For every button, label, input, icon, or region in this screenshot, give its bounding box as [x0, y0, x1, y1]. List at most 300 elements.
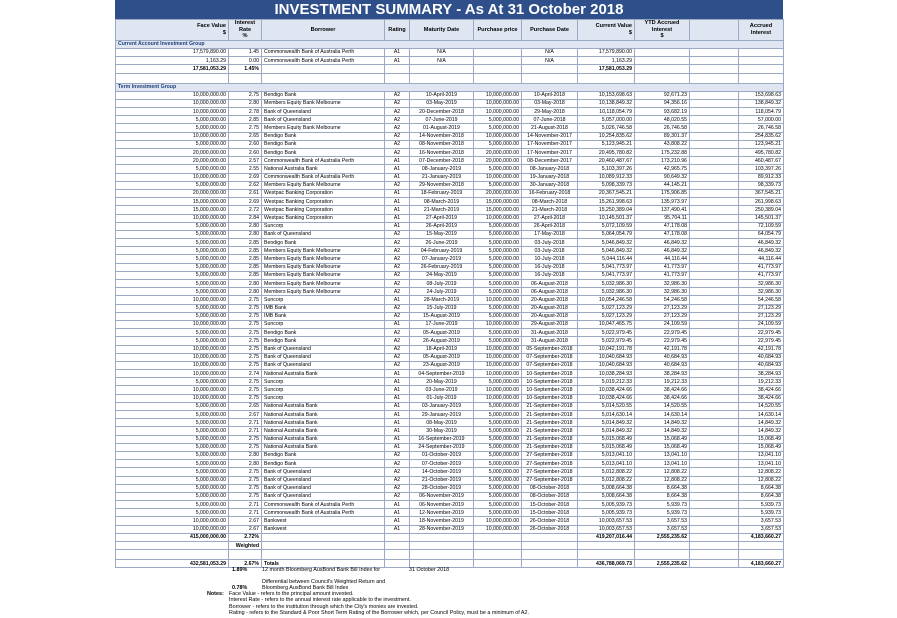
cell-rating: A1: [385, 57, 410, 65]
cell-rating: A1: [385, 173, 410, 181]
cell-maturity-date: 08-March-2019: [410, 198, 474, 206]
cell-rating: [385, 73, 410, 83]
cell-current-value: 10,040,684.93: [578, 353, 635, 361]
cell-maturity-date: 01-August-2019: [410, 124, 474, 132]
cell-maturity-date: 07-June-2019: [410, 116, 474, 124]
benchmark-text: 12 month Bloomberg AusBond Bank Bill Index for: [262, 567, 381, 573]
cell-ytd-accrued-interest: 93,682.19: [635, 108, 690, 116]
cell-accrued-interest: 22,979.45: [739, 329, 784, 337]
section-label: Term Investment Group: [116, 83, 784, 91]
cell-accrued-interest: 14,630.14: [739, 411, 784, 419]
cell-current-value: 10,003,657.53: [578, 525, 635, 533]
cell-ytd-accrued-interest: 12,808.22: [635, 476, 690, 484]
cell-ytd-accrued-interest: 8,664.38: [635, 484, 690, 492]
cell-rating: A2: [385, 230, 410, 238]
table-row: [116, 378, 784, 386]
cell-current-value: 10,040,684.93: [578, 361, 635, 369]
cell-current-value: 5,026,746.58: [578, 124, 635, 132]
notes-label: Notes:: [207, 591, 224, 597]
cell-interest-rate: 0.00: [229, 57, 262, 65]
cell-spare: [690, 419, 739, 427]
cell-accrued-interest: 14,849.32: [739, 427, 784, 435]
cell-current-value: 5,005,939.73: [578, 509, 635, 517]
table-row: [116, 427, 784, 435]
benchmark-line: [232, 567, 449, 573]
cell-rating: A1: [385, 189, 410, 197]
cell-purchase-date: 05-September-2018: [522, 345, 578, 353]
cell-borrower: Suncorp: [262, 320, 385, 328]
cell-purchase-price: 5,000,000.00: [474, 484, 522, 492]
cell-purchase-date: 10-July-2018: [522, 255, 578, 263]
cell-maturity-date: N/A: [410, 57, 474, 65]
cell-ytd-accrued-interest: 2,555,235.62: [635, 560, 690, 568]
table-row: [116, 140, 784, 148]
cell-rating: [385, 542, 410, 550]
cell-interest-rate: 2.75: [229, 312, 262, 320]
header-spare: [690, 20, 739, 41]
table-row: [116, 230, 784, 238]
cell-rating: A1: [385, 411, 410, 419]
cell-rating: A2: [385, 280, 410, 288]
cell-borrower: Members Equity Bank Melbourne: [262, 181, 385, 189]
cell-rating: A1: [385, 394, 410, 402]
cell-purchase-price: [474, 65, 522, 73]
cell-purchase-date: 16-July-2018: [522, 263, 578, 271]
table-row: [116, 320, 784, 328]
cell-purchase-date: 27-September-2018: [522, 468, 578, 476]
cell-spare: [690, 116, 739, 124]
cell-borrower: Bank of Queensland: [262, 361, 385, 369]
cell-spare: [690, 263, 739, 271]
cell-interest-rate: 2.75: [229, 435, 262, 443]
cell-ytd-accrued-interest: 48,020.55: [635, 116, 690, 124]
cell-current-value: 5,012,808.22: [578, 468, 635, 476]
cell-rating: [385, 550, 410, 560]
table-row: [116, 460, 784, 468]
cell-interest-rate: 2.55: [229, 165, 262, 173]
cell-spare: [690, 370, 739, 378]
table-row: [116, 501, 784, 509]
cell-face-value: 5,000,000.00: [116, 435, 229, 443]
table-row: [116, 108, 784, 116]
cell-accrued-interest: 22,979.45: [739, 337, 784, 345]
cell-purchase-price: 20,000,000.00: [474, 157, 522, 165]
cell-face-value: 5,000,000.00: [116, 263, 229, 271]
cell-ytd-accrued-interest: 137,490.41: [635, 206, 690, 214]
cell-purchase-date: 21-September-2018: [522, 402, 578, 410]
cell-purchase-price: 10,000,000.00: [474, 214, 522, 222]
cell-purchase-price: 10,000,000.00: [474, 386, 522, 394]
table-row: [116, 99, 784, 107]
cell-spare: [690, 288, 739, 296]
cell-purchase-date: 16-February-2018: [522, 189, 578, 197]
cell-spare: [690, 533, 739, 541]
cell-current-value: [578, 550, 635, 560]
cell-rating: A2: [385, 132, 410, 140]
cell-interest-rate: 2.75: [229, 296, 262, 304]
table-row: [116, 214, 784, 222]
header-borrower: Borrower: [262, 20, 385, 41]
cell-current-value: 5,032,986.30: [578, 280, 635, 288]
cell-purchase-price: 10,000,000.00: [474, 353, 522, 361]
cell-purchase-price: 5,000,000.00: [474, 124, 522, 132]
cell-spare: [690, 206, 739, 214]
cell-spare: [690, 239, 739, 247]
cell-current-value: 10,145,501.37: [578, 214, 635, 222]
cell-face-value: 5,000,000.00: [116, 280, 229, 288]
cell-maturity-date: 12-November-2019: [410, 509, 474, 517]
cell-maturity-date: 29-January-2019: [410, 411, 474, 419]
cell-purchase-date: [522, 550, 578, 560]
table-row: [116, 149, 784, 157]
cell-purchase-date: 17-May-2018: [522, 230, 578, 238]
cell-ytd-accrued-interest: 38,424.66: [635, 394, 690, 402]
cell-accrued-interest: 41,773.97: [739, 263, 784, 271]
cell-interest-rate: 2.75: [229, 476, 262, 484]
cell-spare: [690, 542, 739, 550]
cell-rating: A2: [385, 361, 410, 369]
cell-current-value: 5,041,773.97: [578, 263, 635, 271]
cell-rating: A2: [385, 288, 410, 296]
cell-borrower: National Australia Bank: [262, 165, 385, 173]
cell-ytd-accrued-interest: 22,979.45: [635, 329, 690, 337]
cell-borrower: Members Equity Bank Melbourne: [262, 99, 385, 107]
cell-rating: A2: [385, 263, 410, 271]
cell-face-value: 432,581,053.29: [116, 560, 229, 568]
cell-spare: [690, 329, 739, 337]
cell-rating: A1: [385, 48, 410, 56]
table-row: [116, 181, 784, 189]
notes-section: [207, 591, 529, 617]
cell-borrower: Members Equity Bank Melbourne: [262, 263, 385, 271]
cell-current-value: 10,089,912.33: [578, 173, 635, 181]
table-row: [116, 296, 784, 304]
cell-accrued-interest: 24,109.59: [739, 320, 784, 328]
table-row: [116, 271, 784, 279]
cell-purchase-price: 10,000,000.00: [474, 394, 522, 402]
cell-purchase-price: 5,000,000.00: [474, 460, 522, 468]
cell-rating: A1: [385, 402, 410, 410]
cell-spare: [690, 255, 739, 263]
cell-rating: A1: [385, 222, 410, 230]
cell-interest-rate: 2.80: [229, 460, 262, 468]
cell-maturity-date: 18-April-2019: [410, 345, 474, 353]
cell-purchase-date: 03-May-2018: [522, 99, 578, 107]
cell-current-value: 5,044,116.44: [578, 255, 635, 263]
cell-face-value: 10,000,000.00: [116, 525, 229, 533]
cell-accrued-interest: [739, 65, 784, 73]
cell-accrued-interest: 367,545.21: [739, 189, 784, 197]
cell-current-value: 5,013,041.10: [578, 451, 635, 459]
cell-ytd-accrued-interest: 94,356.16: [635, 99, 690, 107]
table-row: [116, 419, 784, 427]
cell-purchase-date: 20-August-2018: [522, 296, 578, 304]
cell-accrued-interest: 12,808.22: [739, 476, 784, 484]
cell-ytd-accrued-interest: 42,965.75: [635, 165, 690, 173]
cell-rating: A2: [385, 149, 410, 157]
cell-face-value: 5,000,000.00: [116, 222, 229, 230]
cell-ytd-accrued-interest: [635, 57, 690, 65]
cell-ytd-accrued-interest: 8,664.38: [635, 492, 690, 500]
cell-face-value: 15,000,000.00: [116, 206, 229, 214]
cell-maturity-date: 08-July-2019: [410, 280, 474, 288]
cell-purchase-price: 5,000,000.00: [474, 263, 522, 271]
cell-face-value: 5,000,000.00: [116, 468, 229, 476]
cell-maturity-date: 16-November-2018: [410, 149, 474, 157]
cell-face-value: 10,000,000.00: [116, 361, 229, 369]
cell-face-value: 17,581,053.29: [116, 65, 229, 73]
cell-maturity-date: 26-June-2019: [410, 239, 474, 247]
cell-rating: [385, 533, 410, 541]
cell-purchase-price: 5,000,000.00: [474, 411, 522, 419]
cell-borrower: Suncorp: [262, 386, 385, 394]
cell-purchase-date: 21-August-2018: [522, 124, 578, 132]
cell-interest-rate: 2.75: [229, 337, 262, 345]
cell-purchase-date: 08-October-2018: [522, 492, 578, 500]
cell-borrower: [262, 550, 385, 560]
cell-ytd-accrued-interest: 27,123.29: [635, 304, 690, 312]
cell-current-value: 5,014,630.14: [578, 411, 635, 419]
cell-ytd-accrued-interest: 5,939.73: [635, 501, 690, 509]
cell-current-value: 5,008,664.38: [578, 492, 635, 500]
cell-interest-rate: 2.84: [229, 214, 262, 222]
cell-current-value: 5,012,808.22: [578, 476, 635, 484]
cell-maturity-date: 21-October-2019: [410, 476, 474, 484]
cell-maturity-date: [410, 533, 474, 541]
cell-interest-rate: 2.75: [229, 304, 262, 312]
cell-current-value: 5,015,068.49: [578, 435, 635, 443]
cell-face-value: 10,000,000.00: [116, 108, 229, 116]
cell-interest-rate: 2.65: [229, 132, 262, 140]
cell-accrued-interest: 13,041.10: [739, 460, 784, 468]
cell-borrower: Bendigo Bank: [262, 91, 385, 99]
cell-maturity-date: 08-January-2019: [410, 165, 474, 173]
cell-maturity-date: 29-November-2018: [410, 181, 474, 189]
cell-purchase-price: 15,000,000.00: [474, 206, 522, 214]
cell-current-value: 17,581,053.29: [578, 65, 635, 73]
cell-borrower: Bankwest: [262, 525, 385, 533]
cell-maturity-date: [410, 550, 474, 560]
cell-current-value: 5,032,986.30: [578, 288, 635, 296]
table-row: [116, 132, 784, 140]
cell-interest-rate: 2.62: [229, 181, 262, 189]
cell-spare: [690, 517, 739, 525]
cell-purchase-price: 20,000,000.00: [474, 189, 522, 197]
cell-maturity-date: 03-June-2019: [410, 386, 474, 394]
cell-interest-rate: 2.75: [229, 345, 262, 353]
cell-purchase-date: 10-September-2018: [522, 378, 578, 386]
cell-spare: [690, 468, 739, 476]
cell-interest-rate: 2.57: [229, 157, 262, 165]
header-maturity-date: Maturity Date: [410, 20, 474, 41]
cell-rating: A2: [385, 124, 410, 132]
cell-face-value: 5,000,000.00: [116, 247, 229, 255]
cell-purchase-date: N/A: [522, 57, 578, 65]
cell-rating: A2: [385, 451, 410, 459]
cell-face-value: 1,163.29: [116, 57, 229, 65]
cell-spare: [690, 353, 739, 361]
cell-face-value: [116, 73, 229, 83]
cell-purchase-date: 08-January-2018: [522, 165, 578, 173]
cell-maturity-date: 21-March-2019: [410, 206, 474, 214]
cell-current-value: 5,022,979.45: [578, 337, 635, 345]
cell-purchase-date: 27-September-2018: [522, 476, 578, 484]
cell-accrued-interest: 118,054.79: [739, 108, 784, 116]
cell-face-value: 5,000,000.00: [116, 451, 229, 459]
header-purchase-date: Purchase Date: [522, 20, 578, 41]
cell-accrued-interest: 38,284.93: [739, 370, 784, 378]
cell-interest-rate: 2.75: [229, 361, 262, 369]
table-row: [116, 116, 784, 124]
cell-face-value: 10,000,000.00: [116, 394, 229, 402]
cell-ytd-accrued-interest: 2,555,235.62: [635, 533, 690, 541]
cell-purchase-date: 30-January-2018: [522, 181, 578, 189]
cell-borrower: Bendigo Bank: [262, 132, 385, 140]
cell-accrued-interest: 145,501.37: [739, 214, 784, 222]
cell-rating: A1: [385, 214, 410, 222]
cell-rating: A2: [385, 492, 410, 500]
spacer-row: [116, 73, 784, 83]
cell-purchase-date: 21-September-2018: [522, 419, 578, 427]
cell-accrued-interest: 8,664.38: [739, 492, 784, 500]
cell-maturity-date: 26-April-2019: [410, 222, 474, 230]
cell-rating: A1: [385, 419, 410, 427]
cell-face-value: 5,000,000.00: [116, 501, 229, 509]
cell-spare: [690, 149, 739, 157]
cell-purchase-date: 03-July-2018: [522, 239, 578, 247]
cell-rating: A2: [385, 116, 410, 124]
cell-rating: A2: [385, 108, 410, 116]
cell-ytd-accrued-interest: 15,068.49: [635, 435, 690, 443]
cell-borrower: IMB Bank: [262, 312, 385, 320]
cell-borrower: Commonwealth Bank of Australia Perth: [262, 57, 385, 65]
cell-face-value: 5,000,000.00: [116, 312, 229, 320]
cell-borrower: Suncorp: [262, 222, 385, 230]
cell-maturity-date: 18-November-2019: [410, 517, 474, 525]
table-row: [116, 157, 784, 165]
cell-rating: A2: [385, 353, 410, 361]
current-account-subtotal-row: [116, 65, 784, 73]
cell-current-value: 5,123,945.21: [578, 140, 635, 148]
cell-purchase-date: 27-September-2018: [522, 460, 578, 468]
cell-accrued-interest: 153,698.63: [739, 91, 784, 99]
cell-rating: A1: [385, 296, 410, 304]
cell-purchase-price: 5,000,000.00: [474, 304, 522, 312]
cell-rating: A2: [385, 247, 410, 255]
cell-maturity-date: 17-June-2019: [410, 320, 474, 328]
cell-purchase-date: 15-October-2018: [522, 501, 578, 509]
cell-maturity-date: 27-April-2019: [410, 214, 474, 222]
table-row: [116, 345, 784, 353]
cell-accrued-interest: 44,116.44: [739, 255, 784, 263]
cell-interest-rate: 2.71: [229, 501, 262, 509]
cell-ytd-accrued-interest: [635, 65, 690, 73]
cell-accrued-interest: 15,068.49: [739, 435, 784, 443]
cell-maturity-date: 28-November-2019: [410, 525, 474, 533]
cell-maturity-date: 14-November-2018: [410, 132, 474, 140]
benchmark-extra: 31 October 2018: [409, 567, 450, 573]
cell-interest-rate: 2.85: [229, 255, 262, 263]
cell-face-value: 10,000,000.00: [116, 353, 229, 361]
cell-face-value: 5,000,000.00: [116, 476, 229, 484]
cell-borrower: [262, 533, 385, 541]
cell-ytd-accrued-interest: 22,979.45: [635, 337, 690, 345]
cell-interest-rate: 2.78: [229, 108, 262, 116]
cell-face-value: 5,000,000.00: [116, 329, 229, 337]
cell-purchase-price: 5,000,000.00: [474, 443, 522, 451]
cell-purchase-date: 26-October-2018: [522, 517, 578, 525]
cell-purchase-date: 08-December-2017: [522, 157, 578, 165]
cell-borrower: Bendigo Bank: [262, 337, 385, 345]
weighted-row: [116, 542, 784, 550]
cell-spare: [690, 435, 739, 443]
cell-borrower: IMB Bank: [262, 304, 385, 312]
cell-current-value: 5,098,339.73: [578, 181, 635, 189]
cell-current-value: 5,005,939.73: [578, 501, 635, 509]
cell-rating: A2: [385, 181, 410, 189]
cell-current-value: 15,250,389.04: [578, 206, 635, 214]
cell-borrower: Bendigo Bank: [262, 451, 385, 459]
cell-face-value: [116, 550, 229, 560]
cell-purchase-date: 21-September-2018: [522, 411, 578, 419]
cell-current-value: 10,003,657.53: [578, 517, 635, 525]
cell-purchase-date: 20-August-2018: [522, 312, 578, 320]
cell-spare: [690, 501, 739, 509]
header-interest-rate: Interest Rate %: [229, 20, 262, 41]
cell-purchase-date: 21-September-2018: [522, 443, 578, 451]
term-subtotal-row: [116, 533, 784, 541]
cell-interest-rate: [229, 550, 262, 560]
cell-accrued-interest: 14,520.55: [739, 402, 784, 410]
cell-maturity-date: 24-May-2019: [410, 271, 474, 279]
cell-purchase-price: 15,000,000.00: [474, 198, 522, 206]
cell-current-value: 5,041,773.97: [578, 271, 635, 279]
cell-accrued-interest: 57,000.00: [739, 116, 784, 124]
cell-interest-rate: 2.75: [229, 353, 262, 361]
cell-accrued-interest: 261,998.63: [739, 198, 784, 206]
cell-current-value: 10,254,835.62: [578, 132, 635, 140]
cell-face-value: 5,000,000.00: [116, 239, 229, 247]
investment-table: [115, 19, 784, 568]
cell-borrower: Bank of Queensland: [262, 345, 385, 353]
cell-ytd-accrued-interest: [635, 48, 690, 56]
cell-ytd-accrued-interest: 92,671.23: [635, 91, 690, 99]
cell-interest-rate: 2.75: [229, 386, 262, 394]
table-row: [116, 451, 784, 459]
cell-spare: [690, 525, 739, 533]
cell-interest-rate: 2.75: [229, 124, 262, 132]
cell-purchase-date: 15-October-2018: [522, 509, 578, 517]
cell-interest-rate: 2.80: [229, 230, 262, 238]
cell-ytd-accrued-interest: 47,178.08: [635, 222, 690, 230]
cell-maturity-date: 26-August-2019: [410, 337, 474, 345]
cell-rating: A2: [385, 255, 410, 263]
cell-purchase-price: 5,000,000.00: [474, 419, 522, 427]
cell-interest-rate: 2.85: [229, 116, 262, 124]
cell-spare: [690, 91, 739, 99]
cell-accrued-interest: 40,684.93: [739, 353, 784, 361]
cell-accrued-interest: 42,191.78: [739, 345, 784, 353]
cell-face-value: 10,000,000.00: [116, 296, 229, 304]
cell-maturity-date: 05-August-2019: [410, 329, 474, 337]
cell-face-value: 5,000,000.00: [116, 492, 229, 500]
cell-maturity-date: 23-August-2019: [410, 361, 474, 369]
weighted-label: Weighted: [229, 542, 262, 550]
cell-maturity-date: 16-September-2019: [410, 435, 474, 443]
cell-face-value: 5,000,000.00: [116, 378, 229, 386]
cell-maturity-date: 28-October-2019: [410, 484, 474, 492]
cell-face-value: 20,000,000.00: [116, 149, 229, 157]
